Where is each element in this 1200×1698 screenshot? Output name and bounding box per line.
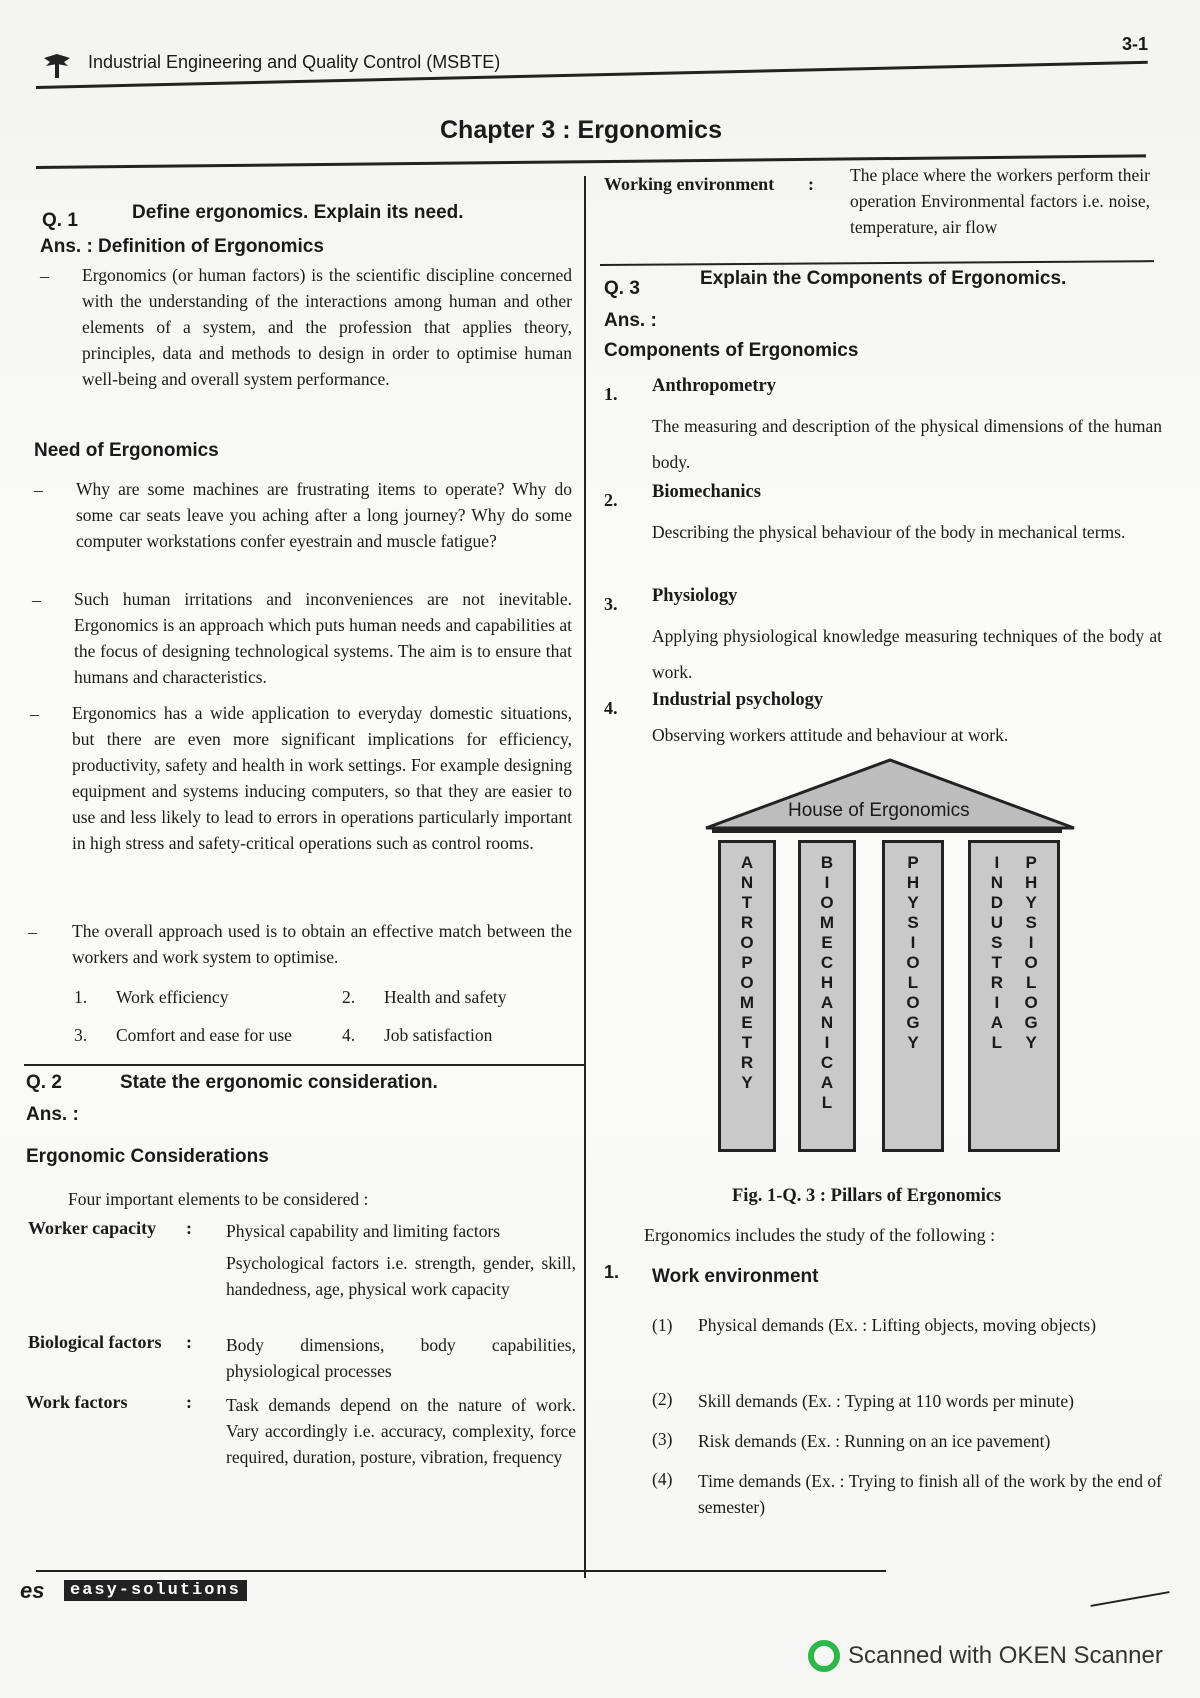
consideration-text: Physical capability and limiting factors [226,1221,501,1241]
footer-rule [36,1570,886,1572]
optimise-item: Health and safety [384,987,507,1007]
bullet-dash: – [32,590,41,610]
component-desc: Describing the physical behaviour of the body in mechanical terms. [652,522,1126,542]
component-title: Anthropometry [652,376,777,396]
consideration-text: Task demands depend on the nature of work. Vary accordingly i.e. accuracy, complexity, force required, duration, posture, vibration, frequency [226,1395,576,1467]
q3-heading: Components of Ergonomics [604,340,859,361]
optimise-item-number: 3. [74,1025,88,1045]
footer-rule-right [1090,1591,1169,1607]
pillar-label: PHYSIOLOGY [1021,853,1041,1053]
component-title: Industrial psychology [652,690,824,710]
need-point: Ergonomics has a wide application to everyday domestic situations, but there are even more significant implications for efficiency, productivity, safety and health in work settings. For example designing equipment and systems inducing computers, so that they are easier to use and less likely to lead to errors in operations particularly important in high stress and safety-critical operations such as control rooms. [72,703,572,853]
q2-question: State the ergonomic consideration. [120,1072,438,1093]
component-desc: The measuring and description of the physical dimensions of the human body. [652,416,1162,472]
es-logo: es [20,1578,45,1603]
component-number: 1. [604,384,618,404]
demand-text: Skill demands (Ex. : Typing at 110 words per minute) [698,1391,1074,1411]
component-title: Physiology [652,586,738,606]
colon: : [186,1218,192,1238]
demand-text: Time demands (Ex. : Trying to finish all of the work by the end of semester) [698,1471,1162,1517]
pillar-label: BIOMECHANICAL [817,853,837,1113]
component-desc: Applying physiological knowledge measuring techniques of the body at work. [652,626,1162,682]
bullet-dash: – [28,922,37,942]
q1-answer-heading: Ans. : Definition of Ergonomics [40,236,324,257]
need-point: The overall approach used is to obtain an effective match between the workers and work system to optimise. [72,921,572,967]
house-beam [712,828,1062,833]
component-number: 2. [604,490,618,510]
optimise-item-number: 1. [74,987,88,1007]
header-title: Industrial Engineering and Quality Control (MSBTE) [88,52,501,72]
scanner-icon [808,1640,840,1672]
q3-number: Q. 3 [604,278,640,299]
pillar-label: INDUSTRIAL [987,853,1007,1053]
q2-number: Q. 2 [26,1072,62,1093]
colon: : [808,174,814,194]
publisher-logo-icon [42,54,72,80]
optimise-item: Work efficiency [116,987,229,1007]
optimise-item: Comfort and ease for use [116,1025,292,1045]
consideration-label: Worker capacity [28,1218,157,1238]
consideration-text: The place where the workers perform their operation Environmental factors i.e. noise, temperature, air flow [850,165,1150,237]
work-env-number: 1. [604,1262,620,1282]
component-desc: Observing workers attitude and behaviour at work. [652,725,1009,745]
q3-ans: Ans. : [604,310,657,331]
colon: : [186,1332,192,1352]
page-number: 3-1 [1122,34,1149,54]
chapter-title: Chapter 3 : Ergonomics [440,116,722,144]
q1-question: Define ergonomics. Explain its need. [132,202,464,223]
q1-number: Q. 1 [42,210,78,231]
demand-number: (4) [652,1469,673,1489]
demand-text: Risk demands (Ex. : Running on an ice pavement) [698,1431,1051,1451]
consideration-label: Work factors [26,1392,128,1412]
bullet-dash: – [34,480,43,500]
demand-number: (2) [652,1389,673,1409]
component-title: Biomechanics [652,482,761,502]
pillar-industrial-psychology [968,840,1060,1152]
pillar-label: ANTROPOMETRY [737,853,757,1093]
need-point: Why are some machines are frustrating items to operate? Why do some car seats leave you aching after a long journey? Why do some computer workstations confer eyestrain and muscle fatigue? [76,479,572,551]
optimise-item-number: 2. [342,987,356,1007]
q2-rule [24,1064,584,1066]
component-number: 3. [604,594,618,614]
figure-caption: Fig. 1-Q. 3 : Pillars of Ergonomics [732,1186,1002,1206]
component-number: 4. [604,698,618,718]
consideration-text: Psychological factors i.e. strength, gender, skill, handedness, age, physical work capacity [226,1253,576,1299]
need-heading: Need of Ergonomics [34,440,219,461]
colon: : [186,1392,192,1412]
consideration-label: Working environment [604,174,775,194]
bullet-dash: – [40,266,49,286]
pillar-label: PHYSIOLOGY [903,853,923,1053]
optimise-item: Job satisfaction [384,1025,493,1045]
consideration-label: Biological factors [28,1332,162,1352]
definition-text: Ergonomics (or human factors) is the scientific discipline concerned with the understanding of the interactions among human and other elements of a system, and the profession that applies theory, principles, data and methods to design in order to optimise human well-being and overall system performance. [82,265,572,389]
includes-text: Ergonomics includes the study of the following : [644,1225,996,1245]
demand-text: Physical demands (Ex. : Lifting objects, moving objects) [698,1315,1097,1335]
work-env-title: Work environment [652,1266,819,1287]
optimise-item-number: 4. [342,1025,356,1045]
column-divider [584,176,586,1578]
pillar-biomechanical [798,840,856,1152]
q2-heading: Ergonomic Considerations [26,1146,269,1167]
scanner-watermark: Scanned with OKEN Scanner [848,1642,1163,1669]
q2-ans: Ans. : [26,1104,79,1125]
q3-rule [600,260,1154,266]
house-label: House of Ergonomics [788,800,970,821]
q3-question: Explain the Components of Ergonomics. [700,268,1067,289]
q2-intro: Four important elements to be considered : [68,1189,369,1209]
need-point: Such human irritations and inconveniences are not inevitable. Ergonomics is an approach which puts human needs and capabilities at the focus of designing technological systems. The aim is to ensure that humans and characteristics. [74,589,572,687]
pillar-physiology [882,840,944,1152]
demand-number: (3) [652,1429,673,1449]
brand-label: easy-solutions [64,1580,247,1601]
demand-number: (1) [652,1315,673,1335]
consideration-text: Body dimensions, body capabilities, physiological processes [226,1335,576,1381]
pillar-anthropometry [718,840,776,1152]
bullet-dash: – [30,704,39,724]
